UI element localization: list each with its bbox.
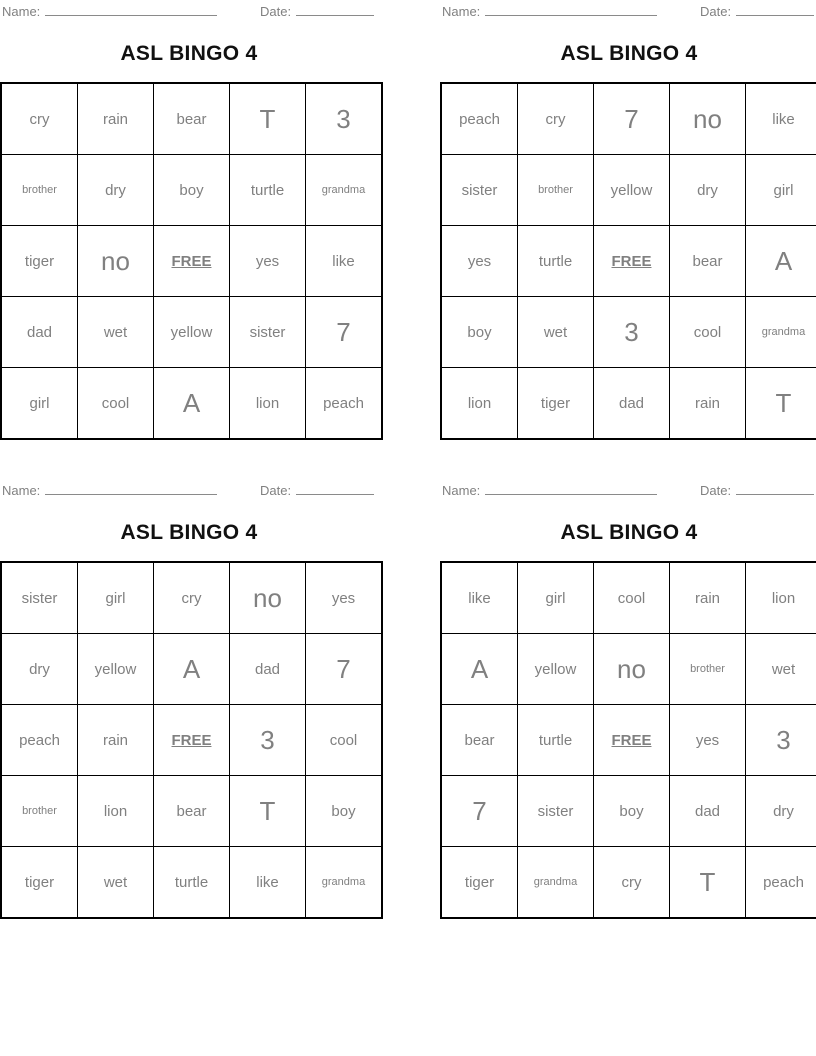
card-header xyxy=(2,482,378,500)
date-field xyxy=(260,3,374,19)
bingo-cell: cry xyxy=(154,562,230,634)
bingo-row xyxy=(441,776,816,847)
bingo-cell: wet xyxy=(78,297,154,368)
bingo-row xyxy=(1,847,382,919)
name-field xyxy=(442,482,657,498)
bingo-cell: yes xyxy=(670,705,746,776)
bingo-grid xyxy=(0,82,383,440)
bingo-cell: girl xyxy=(1,368,78,440)
bingo-cell: cry xyxy=(1,83,78,155)
bingo-cell: A xyxy=(154,634,230,705)
bingo-cell: 7 xyxy=(306,297,383,368)
bingo-cell: lion xyxy=(230,368,306,440)
bingo-row xyxy=(1,155,382,226)
date-field xyxy=(260,482,374,498)
bingo-cell: cry xyxy=(594,847,670,919)
bingo-cell: dry xyxy=(746,776,816,847)
bingo-row xyxy=(441,847,816,919)
bingo-cell: T xyxy=(230,776,306,847)
bingo-cell: A xyxy=(746,226,816,297)
free-cell: FREE xyxy=(594,705,670,776)
bingo-cell: A xyxy=(154,368,230,440)
bingo-cell: brother xyxy=(670,634,746,705)
bingo-cell: peach xyxy=(306,368,383,440)
date-blank-line xyxy=(296,482,374,495)
bingo-cell: grandma xyxy=(306,155,383,226)
bingo-row xyxy=(1,297,382,368)
bingo-cell: dry xyxy=(670,155,746,226)
bingo-cell: rain xyxy=(78,83,154,155)
name-label: Name: xyxy=(442,483,481,498)
card-title: ASL BINGO 4 xyxy=(560,521,698,544)
bingo-card-bottom-left xyxy=(0,479,378,913)
bingo-row xyxy=(1,634,382,705)
card-header xyxy=(442,482,816,500)
bingo-cell: like xyxy=(230,847,306,919)
bingo-cell: girl xyxy=(518,562,594,634)
bingo-row xyxy=(441,83,816,155)
date-field xyxy=(700,3,814,19)
bingo-cell: grandma xyxy=(306,847,383,919)
bingo-row xyxy=(441,226,816,297)
bingo-row xyxy=(441,297,816,368)
card-title: ASL BINGO 4 xyxy=(120,521,258,544)
bingo-cell: peach xyxy=(441,83,518,155)
bingo-cell: like xyxy=(441,562,518,634)
bingo-cell: tiger xyxy=(518,368,594,440)
bingo-cell: tiger xyxy=(1,847,78,919)
bingo-cell: T xyxy=(230,83,306,155)
bingo-cell: T xyxy=(746,368,816,440)
bingo-cell: cool xyxy=(670,297,746,368)
bingo-cell: peach xyxy=(1,705,78,776)
bingo-cell: turtle xyxy=(518,705,594,776)
date-blank-line xyxy=(736,482,814,495)
bingo-row xyxy=(441,705,816,776)
bingo-cell: lion xyxy=(78,776,154,847)
bingo-cell: sister xyxy=(518,776,594,847)
bingo-cell: yes xyxy=(230,226,306,297)
bingo-cell: sister xyxy=(230,297,306,368)
bingo-row xyxy=(1,226,382,297)
bingo-cell: dry xyxy=(1,634,78,705)
bingo-cell: cry xyxy=(518,83,594,155)
bingo-cell: yes xyxy=(441,226,518,297)
bingo-cell: yellow xyxy=(154,297,230,368)
bingo-cell: dad xyxy=(1,297,78,368)
bingo-cell: girl xyxy=(746,155,816,226)
bingo-cell: bear xyxy=(154,776,230,847)
date-field xyxy=(700,482,814,498)
bingo-grid xyxy=(0,561,383,919)
bingo-cell: cool xyxy=(78,368,154,440)
bingo-cell: sister xyxy=(441,155,518,226)
bingo-row xyxy=(441,155,816,226)
date-label: Date: xyxy=(700,4,732,19)
bingo-cell: yellow xyxy=(594,155,670,226)
bingo-cell: dad xyxy=(670,776,746,847)
free-cell: FREE xyxy=(154,705,230,776)
bingo-card-top-left xyxy=(0,0,378,434)
bingo-cell: wet xyxy=(518,297,594,368)
date-label: Date: xyxy=(260,483,292,498)
name-blank-line xyxy=(485,3,657,16)
bingo-cell: rain xyxy=(670,562,746,634)
bingo-cell: cool xyxy=(306,705,383,776)
name-label: Name: xyxy=(442,4,481,19)
bingo-grid xyxy=(440,82,816,440)
bingo-cell: lion xyxy=(441,368,518,440)
bingo-cell: bear xyxy=(670,226,746,297)
name-blank-line xyxy=(485,482,657,495)
bingo-cell: cool xyxy=(594,562,670,634)
bingo-cell: brother xyxy=(1,776,78,847)
bingo-cell: 3 xyxy=(594,297,670,368)
bingo-cell: dad xyxy=(230,634,306,705)
bingo-cell: 7 xyxy=(441,776,518,847)
date-blank-line xyxy=(296,3,374,16)
bingo-cell: lion xyxy=(746,562,816,634)
free-cell: FREE xyxy=(594,226,670,297)
name-blank-line xyxy=(45,482,217,495)
card-header xyxy=(2,3,378,21)
bingo-row xyxy=(441,368,816,440)
bingo-cell: 7 xyxy=(594,83,670,155)
bingo-cell: tiger xyxy=(441,847,518,919)
bingo-cell: sister xyxy=(1,562,78,634)
bingo-cell: girl xyxy=(78,562,154,634)
bingo-cell: yellow xyxy=(78,634,154,705)
bingo-row xyxy=(441,562,816,634)
bingo-cell: grandma xyxy=(518,847,594,919)
bingo-cell: no xyxy=(78,226,154,297)
bingo-cell: yellow xyxy=(518,634,594,705)
bingo-cell: no xyxy=(670,83,746,155)
name-field xyxy=(2,482,217,498)
bingo-cell: 3 xyxy=(230,705,306,776)
bingo-cell: boy xyxy=(154,155,230,226)
date-label: Date: xyxy=(260,4,292,19)
card-header xyxy=(442,3,816,21)
bingo-cell: turtle xyxy=(154,847,230,919)
bingo-cell: like xyxy=(306,226,383,297)
free-cell: FREE xyxy=(154,226,230,297)
bingo-cell: bear xyxy=(154,83,230,155)
bingo-cell: like xyxy=(746,83,816,155)
date-blank-line xyxy=(736,3,814,16)
bingo-cell: 3 xyxy=(306,83,383,155)
bingo-row xyxy=(1,83,382,155)
bingo-cell: peach xyxy=(746,847,816,919)
bingo-cell: wet xyxy=(746,634,816,705)
bingo-cell: grandma xyxy=(746,297,816,368)
bingo-cell: boy xyxy=(594,776,670,847)
name-field xyxy=(442,3,657,19)
bingo-cell: rain xyxy=(78,705,154,776)
bingo-cell: turtle xyxy=(230,155,306,226)
bingo-cell: dad xyxy=(594,368,670,440)
bingo-card-bottom-right xyxy=(440,479,816,913)
bingo-cell: no xyxy=(594,634,670,705)
bingo-cell: no xyxy=(230,562,306,634)
bingo-cell: rain xyxy=(670,368,746,440)
bingo-card-top-right xyxy=(440,0,816,434)
bingo-cell: 7 xyxy=(306,634,383,705)
name-blank-line xyxy=(45,3,217,16)
bingo-row xyxy=(1,776,382,847)
bingo-cell: brother xyxy=(518,155,594,226)
bingo-cell: A xyxy=(441,634,518,705)
bingo-cell: bear xyxy=(441,705,518,776)
bingo-row xyxy=(1,368,382,440)
name-label: Name: xyxy=(2,4,41,19)
bingo-cell: turtle xyxy=(518,226,594,297)
date-label: Date: xyxy=(700,483,732,498)
name-field xyxy=(2,3,217,19)
bingo-cell: brother xyxy=(1,155,78,226)
bingo-cell: 3 xyxy=(746,705,816,776)
bingo-cell: dry xyxy=(78,155,154,226)
bingo-cell: T xyxy=(670,847,746,919)
bingo-cell: tiger xyxy=(1,226,78,297)
card-title: ASL BINGO 4 xyxy=(120,42,258,65)
bingo-row xyxy=(441,634,816,705)
bingo-row xyxy=(1,705,382,776)
bingo-cell: boy xyxy=(306,776,383,847)
bingo-cell: boy xyxy=(441,297,518,368)
bingo-row xyxy=(1,562,382,634)
bingo-cell: yes xyxy=(306,562,383,634)
bingo-grid xyxy=(440,561,816,919)
name-label: Name: xyxy=(2,483,41,498)
card-title: ASL BINGO 4 xyxy=(560,42,698,65)
bingo-cell: wet xyxy=(78,847,154,919)
